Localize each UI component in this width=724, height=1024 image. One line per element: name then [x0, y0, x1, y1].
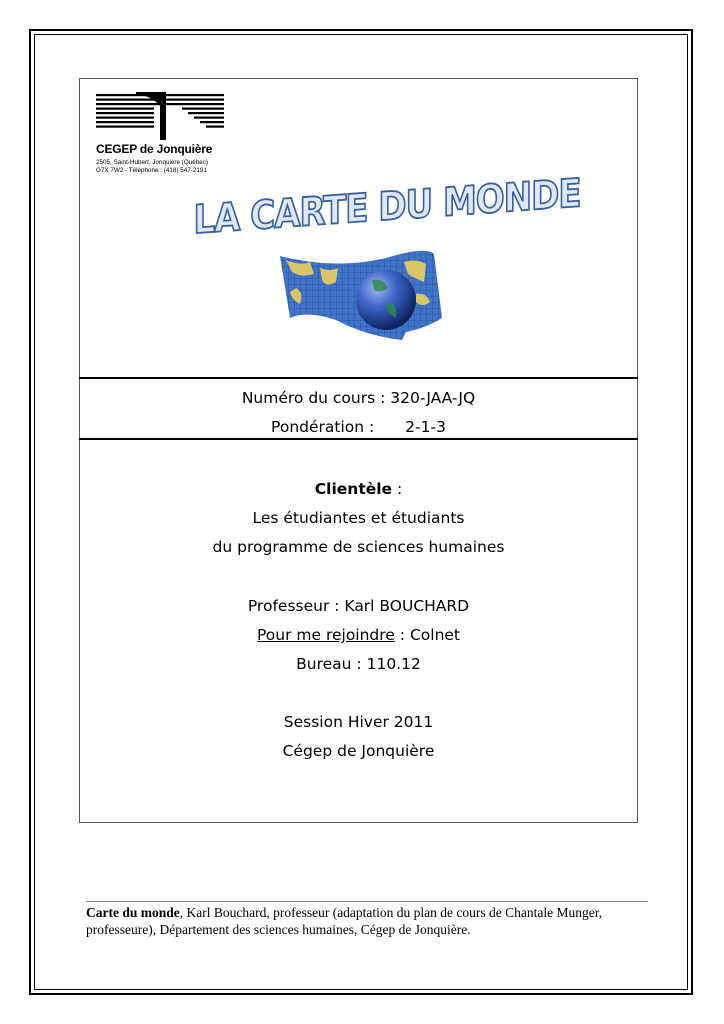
- footer-body: , Karl Bouchard, professeur (adaptation du plan de cours de Chantale Munger, professeure), Département des sciences humaines, Cégep de Jonquière.: [86, 905, 603, 937]
- course-number: [79, 389, 638, 407]
- footer-divider: [86, 901, 648, 902]
- contact-line: [79, 626, 638, 644]
- office-line: [79, 655, 638, 673]
- clientele-label: Clientèle: [314, 480, 393, 498]
- session-term: Session Hiver 2011: [283, 713, 434, 731]
- contact-value: Colnet: [409, 626, 461, 644]
- footer-credit: [86, 904, 651, 938]
- professor-label: Professeur :: [247, 597, 340, 615]
- cegep-logo: [96, 92, 241, 182]
- contact-label: Pour me rejoindre: [256, 626, 395, 644]
- clientele-line: Les étudiantes et étudiants: [252, 509, 465, 527]
- logo-address-line: 2505, Saint-Hubert, Jonquière (Québec): [96, 159, 209, 166]
- footer-title: Carte du monde: [86, 905, 180, 920]
- cegep-logo-mark: [96, 92, 226, 142]
- contact-separator: :: [399, 626, 406, 644]
- document-title: [193, 168, 581, 243]
- clientele-separator: :: [397, 480, 403, 498]
- clientele-line: du programme de sciences humaines: [212, 538, 505, 556]
- course-weighting-label: Pondération :: [271, 418, 375, 436]
- course-weighting-value: 2-1-3: [405, 418, 446, 436]
- session-school: Cégep de Jonquière: [282, 742, 435, 760]
- professor-name: Karl BOUCHARD: [344, 597, 470, 615]
- professor-line: [79, 597, 638, 615]
- course-number-value: 320-JAA-JQ: [390, 389, 476, 407]
- world-map-globe-illustration: [276, 248, 446, 348]
- logo-address: [96, 159, 208, 175]
- course-weighting: [79, 418, 638, 436]
- logo-institution-name: CEGEP de Jonquière: [96, 142, 213, 156]
- logo-address-line: G7X 7W2 - Téléphone : (418) 547-2191: [96, 167, 207, 174]
- clientele-heading: [79, 480, 638, 498]
- title-text: LA CARTE DU MONDE: [193, 169, 581, 243]
- course-number-label: Numéro du cours :: [241, 389, 386, 407]
- office-value: 110.12: [366, 655, 421, 673]
- office-label: Bureau :: [296, 655, 362, 673]
